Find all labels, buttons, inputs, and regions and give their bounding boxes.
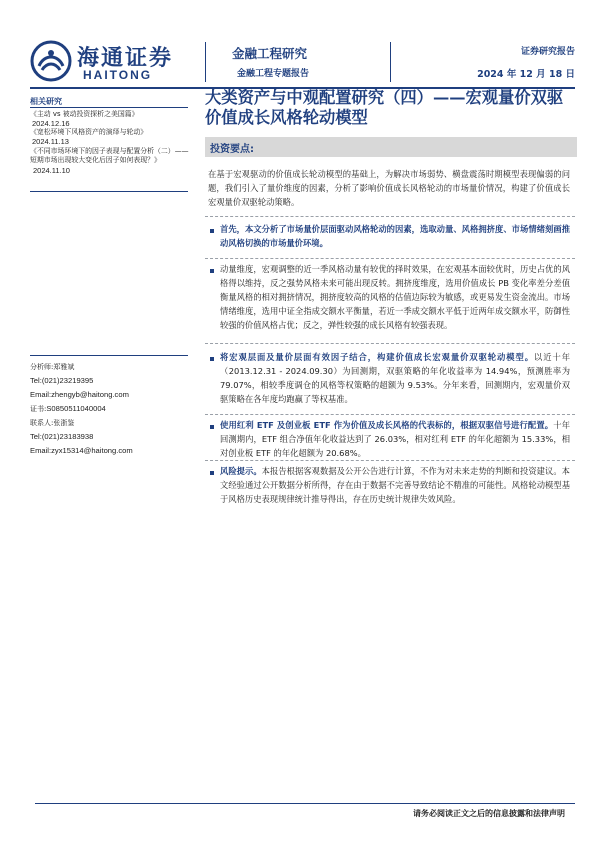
sidebar-rule	[30, 355, 188, 356]
analyst-certificate: 证书:S0850511040004	[30, 404, 106, 413]
bullet-paragraph: 将宏观层面及量价层面有效因子结合，构建价值成长宏观量价双驱轮动模型。以近十年（2013.12.31 - 2024.09.30）为回测期，双驱策略的年化收益率为 14.94%，预测胜率为 79.07%，相较季度调仓的风格等权策略的超额为 9.53%。分年来看，回测期内，宏观量价双驱策略在各年度均跑赢了等权基准。	[220, 352, 570, 404]
dashed-divider	[205, 258, 575, 259]
related-item[interactable]	[30, 110, 192, 129]
analyst-name: 分析师:郑雅斌	[30, 363, 75, 371]
bullet-marker	[210, 357, 214, 361]
dashed-divider	[205, 343, 575, 344]
dashed-divider	[205, 216, 575, 217]
header-divider	[205, 42, 206, 82]
contact-tel: Tel:(021)23183938	[30, 432, 94, 441]
bullet-paragraph: 使用红利 ETF 及创业板 ETF 作为价值及成长风格的代表标的，根据双驱信号进行配置。十年回测期内，ETF 组合净值年化收益达到了 26.03%，相对红利 ETF 的年化超额为 15.33%，相对创业板 ETF 的年化超额为 20.68%。	[220, 420, 570, 458]
related-item[interactable]	[30, 128, 192, 147]
contact-email[interactable]: Email:zyx15314@haitong.com	[30, 446, 133, 455]
logo-text-cn: 海通证券	[77, 45, 174, 71]
haitong-logo	[30, 40, 190, 86]
bullet-marker	[210, 229, 214, 233]
haitong-emblem-icon	[30, 40, 72, 82]
bullet-paragraph: 首先，本文分析了市场量价层面驱动风格轮动的因素，选取动量、风格拥挤度、市场情绪刻画推动风格切换的市场量价环境。	[220, 224, 570, 248]
related-item[interactable]	[30, 147, 192, 176]
key-points-heading: 投资要点:	[210, 144, 254, 155]
related-item-title: 《主动 vs 被动投资探析之美国篇》	[30, 110, 139, 118]
related-item-date: 2024.11.13	[32, 137, 69, 147]
bullet-marker	[210, 471, 214, 475]
key-points-band	[205, 137, 577, 157]
analyst-tel: Tel:(021)23219395	[30, 376, 94, 385]
header-divider	[390, 42, 391, 82]
sidebar-rule	[30, 107, 188, 108]
dashed-divider	[205, 460, 575, 461]
bullet-paragraph: 动量维度，宏观调整的近一季风格动量有较优的择时效果，在宏观基本面较优时，历史占优的风格得以维持，反之强势风格未来可能出现反转。拥挤度维度，选用价值成长 PB 变化率差分差值衡量风格的相对拥挤情况，拥挤度较高的风格的估值边际较为敏感，或更易发生资金流出。市场情绪维度，选用中证全指成交额水平衡量，若近一季成交额水平低于近两年成交额水平，防御性较强的价值风格占优；反之，弹性较强的成长风格有较强表现。	[220, 264, 570, 330]
related-item-date: 2024.11.10	[33, 165, 70, 175]
risk-warning-paragraph: 风险提示。本报告根据客观数据及公开公告进行计算，不作为对未来走势的判断和投资建议。本文经验通过公开数据分析所得，存在由于数据不完善导致结论不精准的可能性。风格轮动模型基于风格历史表现规律统计推导得出，存在历史统计规律失效风险。	[220, 466, 570, 504]
bullet-marker	[210, 425, 214, 429]
intro-paragraph: 在基于宏观驱动的价值成长轮动模型的基础上，为解决市场弱势、横盘震荡时期模型表现偏弱的问题，我们引入了量价维度的因素，分析了影响价值成长风格轮动的市场量价情况，构建了价值成长宏观量价双驱轮动策略。	[208, 169, 570, 207]
report-series: 金融工程研究	[232, 46, 308, 61]
dashed-divider	[205, 414, 575, 415]
related-item-date: 2024.12.16	[32, 119, 70, 129]
logo-text-en: HAITONG	[83, 68, 153, 82]
related-item-title: 《不同市场环境下的因子表现与配置分析（二）——短期市场出现较大变化后因子如何表现？》	[30, 147, 189, 165]
footer-rule	[35, 803, 575, 804]
report-title: 大类资产与中观配置研究（四）——宏观量价双驱价值成长风格轮动模型	[205, 88, 564, 127]
contact-name: 联系人:张浙鉴	[30, 419, 75, 427]
report-type: 金融工程专题报告	[237, 69, 310, 79]
related-research-heading: 相关研究	[30, 97, 62, 106]
sidebar-rule	[30, 191, 188, 192]
analyst-email[interactable]: Email:zhengyb@haitong.com	[30, 390, 129, 399]
related-item-title: 《宽松环境下风格资产的演绎与轮动》	[30, 128, 148, 136]
report-date: 2024 年 12 月 18 日	[477, 69, 575, 80]
bullet-marker	[210, 269, 214, 273]
footer-disclaimer: 请务必阅读正文之后的信息披露和法律声明	[413, 809, 565, 818]
report-category: 证券研究报告	[520, 47, 575, 57]
